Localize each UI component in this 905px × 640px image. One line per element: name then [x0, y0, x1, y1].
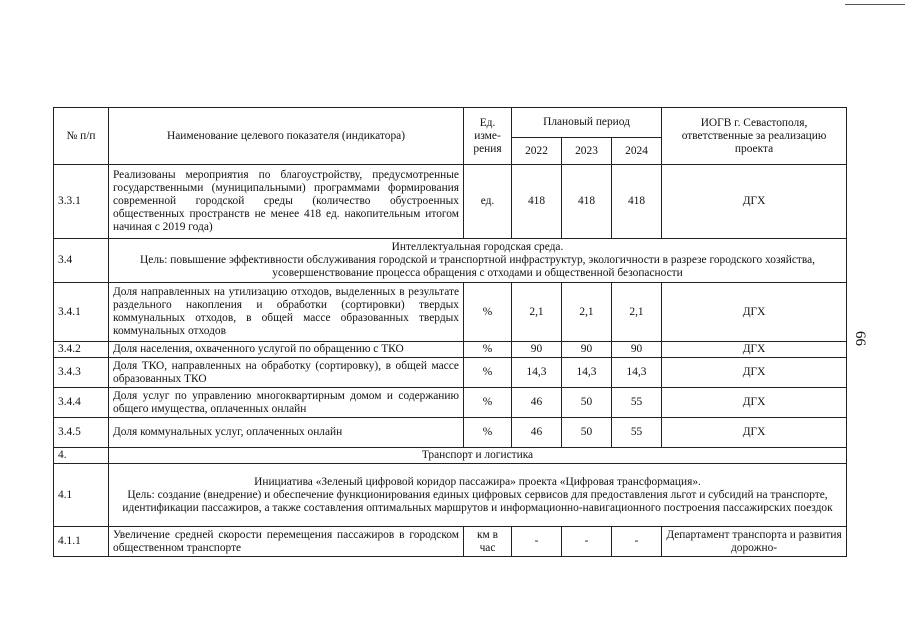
row-value-2023: 14,3 [562, 358, 612, 388]
table-row [54, 342, 847, 358]
row-name: Увеличение средней скорости перемещения пассажиров в городском общественном транспорте [109, 527, 464, 557]
table-row [54, 358, 847, 388]
row-name: Доля ТКО, направленных на обработку (сортировку), в общей массе образованных ТКО [109, 358, 464, 388]
section-text: Интеллектуальная городская среда. Цель: повышение эффективности обслуживания городской и транспортной инфраструктур, экологичности в разрезе городского хозяйства, усовершенствование процесса обращения с отходами и общественной безопасности [109, 239, 847, 283]
row-unit: % [464, 342, 512, 358]
section-text: Транспорт и логистика [109, 448, 847, 464]
header-unit: Ед. изме-рения [464, 108, 512, 165]
row-value-2024: - [612, 527, 662, 557]
row-num: 4.1.1 [54, 527, 109, 557]
row-name: Доля коммунальных услуг, оплаченных онлайн [109, 418, 464, 448]
header-plan: Плановый период [512, 108, 662, 138]
row-value-2024: 55 [612, 388, 662, 418]
row-name: Доля услуг по управлению многоквартирным домом и содержанию общего имущества, оплаченных онлайн [109, 388, 464, 418]
row-num: 4.1 [54, 464, 109, 527]
row-num: 3.3.1 [54, 165, 109, 239]
section-row [54, 448, 847, 464]
top-edge-line [845, 4, 905, 5]
row-value-2022: - [512, 527, 562, 557]
row-value-2022: 46 [512, 388, 562, 418]
row-num: 4. [54, 448, 109, 464]
row-num: 3.4.2 [54, 342, 109, 358]
row-value-2023: 90 [562, 342, 612, 358]
row-unit: % [464, 283, 512, 342]
row-value-2022: 46 [512, 418, 562, 448]
table-row [54, 283, 847, 342]
row-unit: % [464, 418, 512, 448]
section-row [54, 464, 847, 527]
row-value-2022: 2,1 [512, 283, 562, 342]
row-responsible: ДГХ [662, 342, 847, 358]
header-num: № п/п [54, 108, 109, 165]
row-responsible: ДГХ [662, 165, 847, 239]
row-responsible: ДГХ [662, 358, 847, 388]
row-num: 3.4.5 [54, 418, 109, 448]
row-value-2022: 14,3 [512, 358, 562, 388]
row-value-2024: 14,3 [612, 358, 662, 388]
table-row [54, 388, 847, 418]
table-header-row [54, 108, 847, 138]
row-value-2023: 418 [562, 165, 612, 239]
header-name: Наименование целевого показателя (индикатора) [109, 108, 464, 165]
row-unit: ед. [464, 165, 512, 239]
row-responsible: ДГХ [662, 418, 847, 448]
row-unit: % [464, 358, 512, 388]
table-row [54, 527, 847, 557]
row-num: 3.4.3 [54, 358, 109, 388]
row-responsible: ДГХ [662, 388, 847, 418]
table-row [54, 418, 847, 448]
row-value-2023: 50 [562, 418, 612, 448]
section-text: Инициатива «Зеленый цифровой коридор пассажира» проекта «Цифровая трансформация». Цель: создание (внедрение) и обеспечение функционирования единых цифровых сервисов для предоставления льгот и субсидий на транспорте, идентификации пассажиров, а также составления оптимальных маршрутов и информационно-навигационного построения пассажирских поездок [109, 464, 847, 527]
row-value-2024: 90 [612, 342, 662, 358]
row-unit: км в час [464, 527, 512, 557]
row-num: 3.4.4 [54, 388, 109, 418]
table-row [54, 165, 847, 239]
row-value-2023: 50 [562, 388, 612, 418]
row-value-2022: 90 [512, 342, 562, 358]
row-value-2024: 2,1 [612, 283, 662, 342]
row-name: Доля направленных на утилизацию отходов, выделенных в результате раздельного накопления и обработки (сортировки) твердых коммунальных отходов, в общей массе образованных твердых коммунальных отходов [109, 283, 464, 342]
row-name: Реализованы мероприятия по благоустройству, предусмотренные государственными (муниципальными) программами формирования современной городской среды (количество обустроенных общественных пространств не менее 418 ед. накопительным итогом начиная с 2019 года) [109, 165, 464, 239]
row-num: 3.4 [54, 239, 109, 283]
row-value-2024: 418 [612, 165, 662, 239]
header-year: 2023 [562, 138, 612, 165]
header-responsible: ИОГВ г. Севастополя, ответственные за реализацию проекта [662, 108, 847, 165]
row-value-2024: 55 [612, 418, 662, 448]
row-responsible: Департамент транспорта и развития дорожно- [662, 527, 847, 557]
row-responsible: ДГХ [662, 283, 847, 342]
header-year: 2022 [512, 138, 562, 165]
indicators-table [53, 107, 847, 557]
section-row [54, 239, 847, 283]
row-num: 3.4.1 [54, 283, 109, 342]
row-name: Доля населения, охваченного услугой по обращению с ТКО [109, 342, 464, 358]
row-value-2023: - [562, 527, 612, 557]
page-number: 66 [852, 331, 868, 346]
row-value-2023: 2,1 [562, 283, 612, 342]
header-year: 2024 [612, 138, 662, 165]
row-unit: % [464, 388, 512, 418]
row-value-2022: 418 [512, 165, 562, 239]
